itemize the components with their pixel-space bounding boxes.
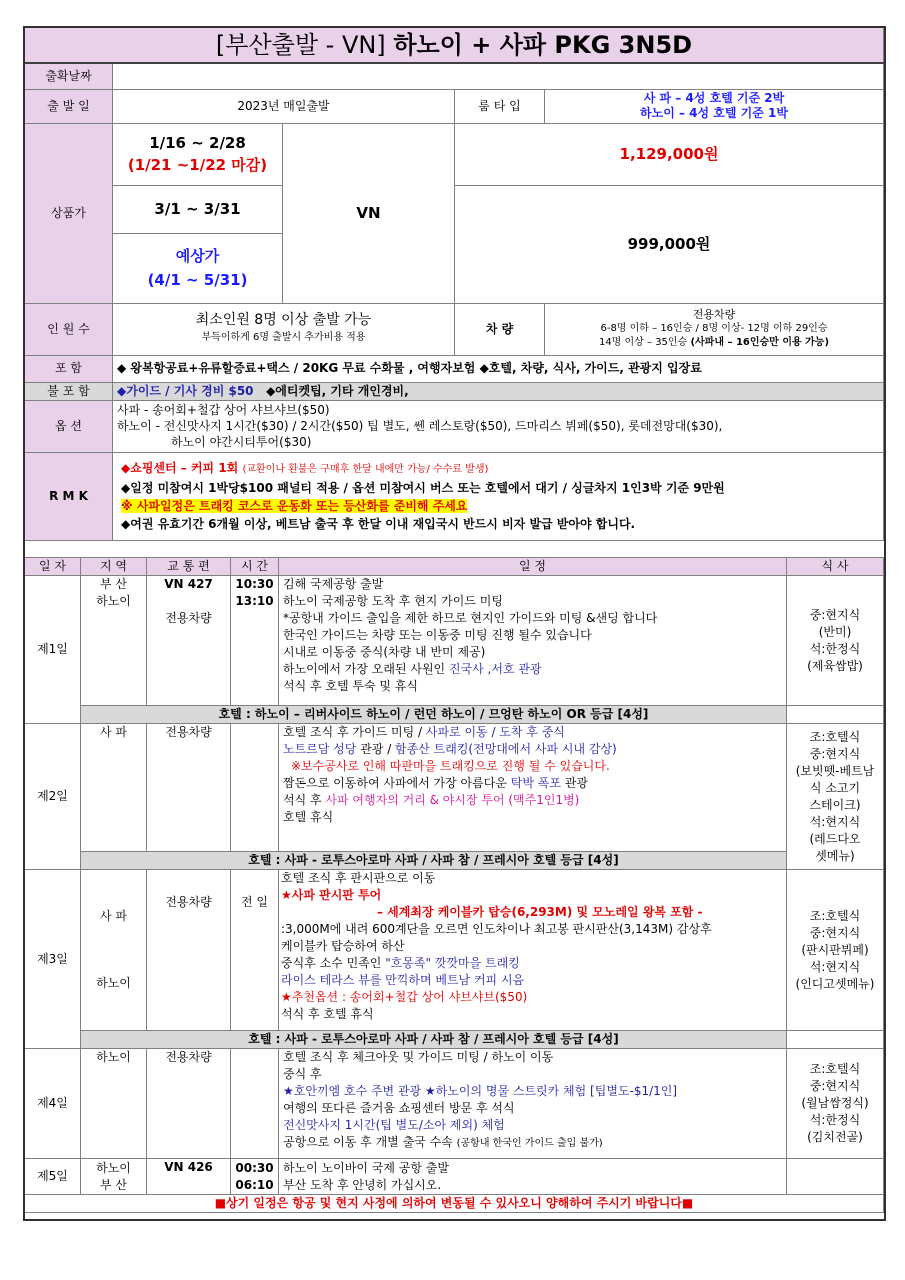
rmk-shop-main: ◆쇼핑센터 – 커피 1회 (121, 461, 239, 475)
d4-s2: 중식 후 (283, 1067, 322, 1081)
exclude-text (113, 382, 884, 400)
d4-s6b: (공항내 한국인 가이드 출입 불가) (456, 1138, 603, 1149)
day-1-region-2: 하노이 (96, 594, 131, 608)
d2-s5a: 석식 후 (283, 793, 326, 807)
car-line-2a: 14명 이상 – 35인승 (598, 337, 688, 348)
schedule-header (25, 558, 884, 576)
day-1-region-1: 부 산 (100, 577, 127, 591)
d3-s6b: "흐몽족" 깟깟마을 트래킹 (385, 956, 520, 970)
d2-s5 (283, 792, 782, 809)
d3-s2: ★사파 판시판 투어 (281, 888, 382, 902)
header-time: 시 간 (231, 558, 279, 576)
day-2-hotel-row (25, 852, 884, 870)
d4-s6 (283, 1134, 782, 1152)
rmk-line-2: ◆일정 미참여시 1박당$100 패널티 적용 / 옵션 미참여시 버스 또는 호텔에서 대기 / 싱글차지 1인3박 기준 9만원 (121, 481, 725, 495)
d3-meal-2: 중:현지식 (809, 925, 861, 940)
confirm-value (113, 63, 884, 89)
day-5-time (231, 1159, 279, 1195)
room-label: 룸 타 입 (455, 89, 545, 123)
room-type (545, 89, 884, 123)
day-3-car: 전용차량 (147, 870, 231, 1031)
price-period-2: 3/1 ~ 3/31 (113, 185, 283, 233)
d2-meal-8: 셋메뉴) (815, 848, 855, 863)
d1-s3: *공항내 가이드 출입을 제한 하므로 현지인 가이드와 미팅 &샌딩 합니다 (283, 611, 658, 625)
include-label: 포 함 (25, 355, 113, 382)
d4-s5: 전신맛사지 1시간(팁 별도/소아 제외) 체험 (283, 1118, 505, 1132)
d1-s7: 석식 후 호텔 투숙 및 휴식 (283, 679, 418, 693)
d4-meal-1: 조:호텔식 (809, 1062, 861, 1076)
day-2-meal (787, 724, 884, 870)
day-3-hotel-row (25, 1031, 884, 1049)
people-info (113, 303, 455, 355)
d1-meal-4: (제육쌈밥) (807, 658, 863, 673)
rmk-sapa-warning: ※ 사파일정은 트래킹 코스로 운동화 또는 등산화를 준비해 주세요 (121, 499, 468, 513)
day-5-region-2: 부 산 (100, 1177, 127, 1192)
room-line-hanoi: 하노이 – 4성 호텔 기준 1박 (640, 106, 788, 120)
d2-s2 (283, 741, 782, 758)
day-3-time: 전 일 (231, 870, 279, 1031)
d3-s8: ★추천옵션 : 송어회+철갑 상어 샤브샤브($50) (281, 990, 528, 1004)
day-3-label: 제3일 (25, 870, 81, 1049)
d2-s3: ※보수공사로 인해 따판마을 트래킹으로 진행 될 수 있습니다. (291, 759, 610, 773)
header-day: 일 자 (25, 558, 81, 576)
d2-meal-4: 식 소고기 (809, 780, 861, 795)
day-3-row (25, 870, 884, 1031)
d2-s1 (283, 724, 782, 741)
d3-meal-5: (인디고셋메뉴) (795, 976, 875, 991)
day-4-label: 제4일 (25, 1049, 81, 1159)
rmk-line-3 (121, 497, 879, 515)
option-line-2: 하노이 - 전신맛사지 1시간($30) / 2시간($50) 팁 별도, 쎈 레스토랑($50), 드마리스 뷔페($50), 롯데전망대($30), (117, 419, 723, 433)
d3-s5: 케이블카 탑승하여 하산 (281, 939, 405, 953)
d1-meal-1: 중:현지식 (809, 607, 861, 622)
d1-s5: 시내로 이동중 중식(차량 내 반미 제공) (283, 645, 486, 659)
day-4-meal (787, 1049, 884, 1159)
confirm-label: 출확날짜 (25, 63, 113, 89)
d2-s1a: 호텔 조식 후 가이드 미팅 / (283, 725, 426, 739)
car-line-1: 6-8명 이하 – 16인승 / 8명 이상- 12명 이하 29인승 (600, 323, 828, 334)
day-4-schedule (279, 1049, 787, 1159)
day-5-time-2: 06:10 (235, 1177, 274, 1192)
day-3-region-2: 하노이 (96, 976, 131, 990)
day-2-region: 사 파 (81, 724, 147, 852)
car-info (545, 303, 884, 355)
title-main: 하노이 + 사파 PKG 3N5D (393, 30, 693, 59)
d1-s4: 한국인 가이드는 차량 또는 이동중 미팅 진행 될수 있습니다 (283, 628, 592, 642)
day-5-schedule (279, 1159, 787, 1195)
info-table (24, 27, 884, 541)
header-region: 지 역 (81, 558, 147, 576)
d3-s3: – 세계최장 케이블카 탑승(6,293M) 및 모노레일 왕복 포함 - (377, 905, 703, 919)
day-4-row (25, 1049, 884, 1159)
day-1-hotel-row (25, 706, 884, 724)
page-title (25, 28, 884, 64)
d2-s2b: 관광 / (356, 742, 396, 756)
d2-s4b: 탁박 폭포 (510, 776, 561, 790)
d3-s7: 라이스 테라스 뷰를 만끽하며 베트남 커피 시음 (281, 973, 525, 987)
d3-s9: 석식 후 호텔 휴식 (281, 1007, 374, 1021)
d2-meal-7: (레드다오 (809, 831, 861, 846)
rmk-text (113, 452, 884, 540)
day-1-row (25, 576, 884, 706)
period-1-note: (1/21 ~1/22 마감) (127, 156, 268, 174)
day-5-region-1: 하노이 (96, 1160, 131, 1175)
people-note: 부득이하게 6명 출발시 추가비용 적용 (201, 332, 366, 343)
option-line-3: 하노이 야간시티투어($30) (171, 435, 312, 449)
header-transport: 교 통 편 (147, 558, 231, 576)
d1-s6 (283, 661, 782, 678)
d2-s6: 호텔 휴식 (283, 810, 334, 824)
d4-meal-5: (김치전골) (807, 1130, 863, 1144)
day-5-region (81, 1159, 147, 1195)
day-1-time-1: 10:30 (235, 577, 274, 591)
d5-s2: 부산 도착 후 안녕히 가십시오. (283, 1177, 442, 1192)
day-1-meal (787, 576, 884, 706)
day-5-row (25, 1159, 884, 1195)
departure-label: 출 발 일 (25, 89, 113, 123)
exclude-guide: ◆가이드 / 기사 경비 $50 (117, 383, 254, 398)
day-3-region (81, 870, 147, 1031)
header-schedule: 일 정 (279, 558, 787, 576)
d3-s1: 호텔 조식 후 판시판으로 이동 (281, 871, 436, 885)
d3-meal-4: 석:현지식 (809, 959, 861, 974)
d3-s6a: 중식후 소수 민족인 (281, 956, 386, 970)
d2-meal-3: (보빗뗏-베트남 (795, 763, 875, 778)
rmk-shop-note: (교환이나 환불은 구매후 한달 내에만 가능/ 수수료 발생) (242, 464, 489, 475)
d4-meal-3: (월남쌈정식) (801, 1096, 869, 1110)
d3-s6 (281, 955, 782, 972)
departure-value: 2023년 매일출발 (113, 89, 455, 123)
d4-meal-2: 중:현지식 (809, 1079, 861, 1093)
people-label: 인 원 수 (25, 303, 113, 355)
d2-s1b: 사파로 이동 / 도착 후 중식 (425, 725, 565, 739)
price-1: 1,129,000원 (455, 123, 884, 185)
d1-s2: 하노이 국제공항 도착 후 현지 가이드 미팅 (283, 594, 503, 608)
d5-s1: 하노이 노이바이 국제 공항 출발 (283, 1160, 449, 1175)
d4-s3: ★호안끼엠 호수 주변 관광 ★하노이의 명물 스트릿카 체험 [팁별도-$1/1인] (283, 1084, 678, 1098)
d4-meal-4: 석:한정식 (809, 1113, 861, 1127)
car-title: 전용차량 (692, 308, 736, 321)
header-meal: 식 사 (787, 558, 884, 576)
d2-s4 (283, 775, 782, 792)
d2-meal-5: 스테이크) (809, 797, 861, 812)
day-3-region-1: 사 파 (100, 909, 127, 923)
day-3-hotel: 호텔 : 사파 - 로투스아로마 사파 / 사파 참 / 프레시아 호텔 등급 [4성] (81, 1031, 787, 1049)
d4-s4: 여행의 또다른 즐거움 쇼핑센터 방문 후 석식 (283, 1101, 515, 1115)
d2-s2a: 노트르담 성당 (283, 742, 357, 756)
d3-meal-1: 조:호텔식 (809, 908, 861, 923)
car-line-2b: (사파내 – 16인승만 이용 가능) (690, 337, 830, 348)
d1-meal-2: (반미) (818, 624, 852, 639)
d1-s1: 김해 국제공항 출발 (283, 577, 384, 591)
price-2: 999,000원 (455, 185, 884, 303)
room-line-sapa: 사 파 – 4성 호텔 기준 2박 (643, 91, 785, 105)
day-4-car: 전용차량 (147, 1049, 231, 1159)
d2-s4c: 관광 (560, 776, 588, 790)
footer-notice: ■상기 일정은 항공 및 현지 사정에 의하여 변동될 수 있사오니 양해하여 주시기 바랍니다■ (25, 1195, 884, 1213)
d1-s6a: 하노이에서 가장 오래된 사원인 (283, 662, 449, 676)
d2-s5b: 사파 여행자의 거리 & 야시장 투어 (맥주1인1병) (325, 793, 580, 807)
d2-meal-2: 중:현지식 (809, 746, 861, 761)
d2-meal-6: 석:현지식 (809, 814, 861, 829)
day-1-schedule (279, 576, 787, 706)
day-1-hotel: 호텔 : 하노이 – 리버사이드 하노이 / 런던 하노이 / 므엉탄 하노이 OR 등급 [4성] (81, 706, 787, 724)
d2-meal-1: 조:호텔식 (809, 729, 861, 744)
d3-meal-3: (판시판뷔페) (801, 942, 869, 957)
day-1-region (81, 576, 147, 706)
price-period-1 (113, 123, 283, 185)
d4-s6a: 공항으로 이동 후 개별 출국 수속 (283, 1135, 457, 1149)
price-label: 상품가 (25, 123, 113, 303)
schedule-table (24, 557, 884, 1213)
include-text: ◆ 왕복항공료+유류할증료+택스 / 20KG 무료 수화물 , 여행자보험 ◆호텔, 차량, 식사, 가이드, 관광지 입장료 (113, 355, 884, 382)
day-1-flight: VN 427 (164, 577, 213, 591)
day-1-label: 제1일 (25, 576, 81, 724)
day-1-time-2: 13:10 (235, 594, 274, 608)
option-line-1: 사파 - 송어회+철갑 상어 샤브샤브($50) (117, 403, 330, 417)
exclude-label: 불 포 함 (25, 382, 113, 400)
price-period-3 (113, 233, 283, 303)
day-5-time-1: 00:30 (235, 1160, 274, 1175)
day-4-region: 하노이 (81, 1049, 147, 1159)
day-1-transport (147, 576, 231, 706)
day-2-label: 제2일 (25, 724, 81, 870)
day-5-label: 제5일 (25, 1159, 81, 1195)
car-label: 차 량 (455, 303, 545, 355)
rmk-shop (121, 459, 879, 479)
day-5-flight: VN 426 (147, 1159, 231, 1195)
car-line-2 (549, 336, 879, 350)
rmk-line-4: ◆여권 유효기간 6개월 이상, 베트남 출국 후 한달 이내 재입국시 반드시 비자 발급 받아야 합니다. (121, 517, 636, 531)
day-2-car: 전용차량 (147, 724, 231, 852)
exclude-etc: ◆에티켓팁, 기타 개인경비, (266, 383, 409, 398)
day-2-schedule (279, 724, 787, 852)
day-1-car: 전용차량 (165, 611, 212, 625)
period-3-dates: (4/1 ~ 5/31) (147, 271, 248, 289)
options-text (113, 400, 884, 452)
d4-s1: 호텔 조식 후 체크아웃 및 가이드 미팅 / 하노이 이동 (283, 1050, 554, 1064)
day-2-hotel: 호텔 : 사파 - 로투스아로마 사파 / 사파 참 / 프레시아 호텔 등급 [4성] (81, 852, 787, 870)
title-prefix: [부산출발 - VN] (215, 30, 386, 59)
period-1-dates: 1/16 ~ 2/28 (149, 134, 246, 152)
d1-s6b: 진국사 ,서호 관광 (448, 662, 542, 676)
d2-s4a: 짬돈으로 이동하여 사파에서 가장 아름다운 (283, 776, 511, 790)
rmk-label: R M K (25, 452, 113, 540)
day-3-schedule (279, 870, 787, 1031)
day-1-time (231, 576, 279, 706)
d2-s2c: 함종산 트래킹(전망대에서 사파 시내 감상) (395, 742, 617, 756)
airline: VN (283, 123, 455, 303)
options-label: 옵 션 (25, 400, 113, 452)
day-3-meal (787, 870, 884, 1031)
d3-s4: :3,000M에 내려 600계단을 오르면 인도차이나 최고봉 판시판산(3,143M) 감상후 (281, 922, 712, 936)
people-min: 최소인원 8명 이상 출발 가능 (195, 312, 372, 328)
d1-meal-3: 석:한정식 (809, 641, 861, 656)
period-3-title: 예상가 (175, 247, 220, 265)
day-2-row (25, 724, 884, 852)
